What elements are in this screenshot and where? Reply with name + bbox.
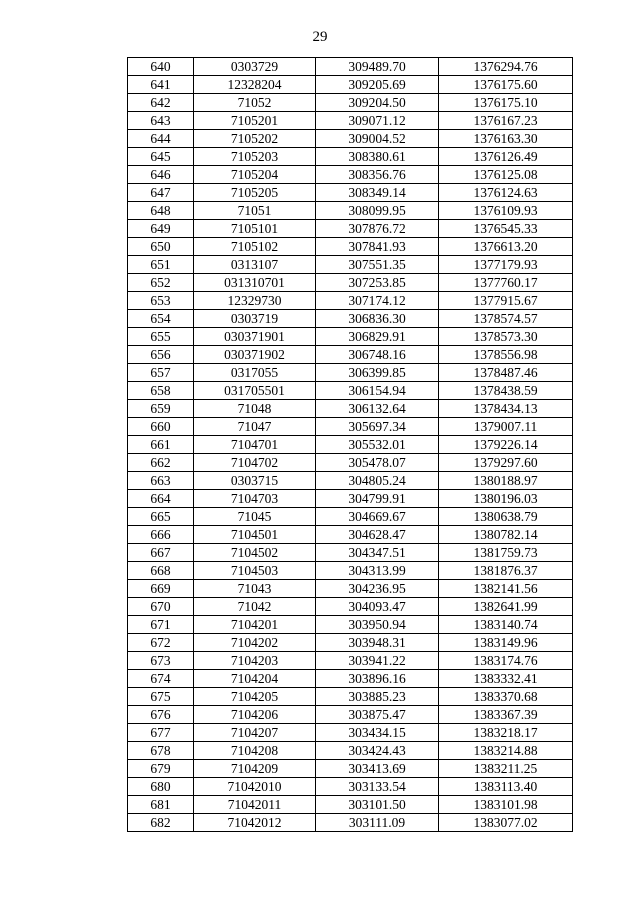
point-id-cell: 7104205	[194, 688, 316, 706]
point-id-cell: 7104203	[194, 652, 316, 670]
y-coordinate-cell: 1376613.20	[439, 238, 573, 256]
x-coordinate-cell: 306748.16	[316, 346, 439, 364]
table-row	[128, 274, 573, 292]
x-coordinate-cell: 303413.69	[316, 760, 439, 778]
point-id-cell: 0303719	[194, 310, 316, 328]
point-id-cell: 7104501	[194, 526, 316, 544]
table-row	[128, 544, 573, 562]
point-id-cell: 7104207	[194, 724, 316, 742]
point-id-cell: 71042	[194, 598, 316, 616]
y-coordinate-cell: 1376109.93	[439, 202, 573, 220]
row-index-cell: 669	[128, 580, 194, 598]
x-coordinate-cell: 304093.47	[316, 598, 439, 616]
table-row	[128, 166, 573, 184]
x-coordinate-cell: 307876.72	[316, 220, 439, 238]
table-row	[128, 382, 573, 400]
y-coordinate-cell: 1381876.37	[439, 562, 573, 580]
y-coordinate-cell: 1383367.39	[439, 706, 573, 724]
x-coordinate-cell: 306132.64	[316, 400, 439, 418]
row-index-cell: 657	[128, 364, 194, 382]
y-coordinate-cell: 1379226.14	[439, 436, 573, 454]
table-row	[128, 238, 573, 256]
row-index-cell: 682	[128, 814, 194, 832]
point-id-cell: 7105102	[194, 238, 316, 256]
table-row	[128, 688, 573, 706]
table-row	[128, 58, 573, 76]
x-coordinate-cell: 305478.07	[316, 454, 439, 472]
row-index-cell: 673	[128, 652, 194, 670]
point-id-cell: 7104503	[194, 562, 316, 580]
point-id-cell: 7105101	[194, 220, 316, 238]
point-id-cell: 7104702	[194, 454, 316, 472]
point-id-cell: 12329730	[194, 292, 316, 310]
row-index-cell: 681	[128, 796, 194, 814]
x-coordinate-cell: 303111.09	[316, 814, 439, 832]
y-coordinate-cell: 1383101.98	[439, 796, 573, 814]
point-id-cell: 71042011	[194, 796, 316, 814]
x-coordinate-cell: 305532.01	[316, 436, 439, 454]
point-id-cell: 71042012	[194, 814, 316, 832]
table-row	[128, 184, 573, 202]
table-row	[128, 94, 573, 112]
row-index-cell: 671	[128, 616, 194, 634]
table-row	[128, 616, 573, 634]
point-id-cell: 7104703	[194, 490, 316, 508]
y-coordinate-cell: 1377915.67	[439, 292, 573, 310]
row-index-cell: 647	[128, 184, 194, 202]
point-id-cell: 7105205	[194, 184, 316, 202]
x-coordinate-cell: 303424.43	[316, 742, 439, 760]
row-index-cell: 648	[128, 202, 194, 220]
table-row	[128, 256, 573, 274]
point-id-cell: 71052	[194, 94, 316, 112]
y-coordinate-cell: 1383214.88	[439, 742, 573, 760]
x-coordinate-cell: 303948.31	[316, 634, 439, 652]
y-coordinate-cell: 1376167.23	[439, 112, 573, 130]
y-coordinate-cell: 1381759.73	[439, 544, 573, 562]
table-row	[128, 706, 573, 724]
coordinates-table-body	[128, 58, 573, 832]
x-coordinate-cell: 306154.94	[316, 382, 439, 400]
row-index-cell: 668	[128, 562, 194, 580]
row-index-cell: 640	[128, 58, 194, 76]
point-id-cell: 0317055	[194, 364, 316, 382]
point-id-cell: 0313107	[194, 256, 316, 274]
row-index-cell: 644	[128, 130, 194, 148]
y-coordinate-cell: 1383211.25	[439, 760, 573, 778]
point-id-cell: 7104202	[194, 634, 316, 652]
table-row	[128, 562, 573, 580]
y-coordinate-cell: 1376545.33	[439, 220, 573, 238]
table-row	[128, 526, 573, 544]
y-coordinate-cell: 1380188.97	[439, 472, 573, 490]
row-index-cell: 645	[128, 148, 194, 166]
point-id-cell: 0303729	[194, 58, 316, 76]
point-id-cell: 71043	[194, 580, 316, 598]
x-coordinate-cell: 303941.22	[316, 652, 439, 670]
y-coordinate-cell: 1380638.79	[439, 508, 573, 526]
y-coordinate-cell: 1376175.10	[439, 94, 573, 112]
x-coordinate-cell: 307174.12	[316, 292, 439, 310]
point-id-cell: 030371901	[194, 328, 316, 346]
point-id-cell: 031310701	[194, 274, 316, 292]
row-index-cell: 677	[128, 724, 194, 742]
point-id-cell: 7105203	[194, 148, 316, 166]
table-row	[128, 760, 573, 778]
row-index-cell: 679	[128, 760, 194, 778]
row-index-cell: 664	[128, 490, 194, 508]
point-id-cell: 0303715	[194, 472, 316, 490]
x-coordinate-cell: 307841.93	[316, 238, 439, 256]
y-coordinate-cell: 1378574.57	[439, 310, 573, 328]
x-coordinate-cell: 303875.47	[316, 706, 439, 724]
x-coordinate-cell: 303885.23	[316, 688, 439, 706]
x-coordinate-cell: 303896.16	[316, 670, 439, 688]
row-index-cell: 641	[128, 76, 194, 94]
row-index-cell: 660	[128, 418, 194, 436]
point-id-cell: 7104502	[194, 544, 316, 562]
x-coordinate-cell: 309004.52	[316, 130, 439, 148]
table-row	[128, 634, 573, 652]
row-index-cell: 659	[128, 400, 194, 418]
x-coordinate-cell: 308349.14	[316, 184, 439, 202]
y-coordinate-cell: 1383077.02	[439, 814, 573, 832]
row-index-cell: 670	[128, 598, 194, 616]
point-id-cell: 7105202	[194, 130, 316, 148]
row-index-cell: 656	[128, 346, 194, 364]
y-coordinate-cell: 1379297.60	[439, 454, 573, 472]
row-index-cell: 662	[128, 454, 194, 472]
table-row	[128, 670, 573, 688]
row-index-cell: 674	[128, 670, 194, 688]
x-coordinate-cell: 306836.30	[316, 310, 439, 328]
point-id-cell: 7104204	[194, 670, 316, 688]
point-id-cell: 71045	[194, 508, 316, 526]
x-coordinate-cell: 306829.91	[316, 328, 439, 346]
point-id-cell: 7105204	[194, 166, 316, 184]
table-row	[128, 778, 573, 796]
table-row	[128, 814, 573, 832]
x-coordinate-cell: 304236.95	[316, 580, 439, 598]
x-coordinate-cell: 304628.47	[316, 526, 439, 544]
table-row	[128, 580, 573, 598]
row-index-cell: 649	[128, 220, 194, 238]
x-coordinate-cell: 304669.67	[316, 508, 439, 526]
x-coordinate-cell: 304347.51	[316, 544, 439, 562]
table-row	[128, 490, 573, 508]
point-id-cell: 7104701	[194, 436, 316, 454]
y-coordinate-cell: 1383218.17	[439, 724, 573, 742]
point-id-cell: 71051	[194, 202, 316, 220]
y-coordinate-cell: 1382641.99	[439, 598, 573, 616]
y-coordinate-cell: 1380196.03	[439, 490, 573, 508]
point-id-cell: 7104208	[194, 742, 316, 760]
row-index-cell: 646	[128, 166, 194, 184]
row-index-cell: 653	[128, 292, 194, 310]
coordinates-table	[127, 57, 573, 832]
x-coordinate-cell: 308356.76	[316, 166, 439, 184]
x-coordinate-cell: 305697.34	[316, 418, 439, 436]
row-index-cell: 643	[128, 112, 194, 130]
x-coordinate-cell: 303101.50	[316, 796, 439, 814]
x-coordinate-cell: 303133.54	[316, 778, 439, 796]
table-row	[128, 310, 573, 328]
row-index-cell: 658	[128, 382, 194, 400]
row-index-cell: 654	[128, 310, 194, 328]
row-index-cell: 661	[128, 436, 194, 454]
point-id-cell: 7104201	[194, 616, 316, 634]
row-index-cell: 665	[128, 508, 194, 526]
table-row	[128, 202, 573, 220]
y-coordinate-cell: 1376175.60	[439, 76, 573, 94]
y-coordinate-cell: 1377179.93	[439, 256, 573, 274]
row-index-cell: 678	[128, 742, 194, 760]
row-index-cell: 675	[128, 688, 194, 706]
table-row	[128, 436, 573, 454]
row-index-cell: 655	[128, 328, 194, 346]
point-id-cell: 71042010	[194, 778, 316, 796]
row-index-cell: 642	[128, 94, 194, 112]
point-id-cell: 030371902	[194, 346, 316, 364]
table-row	[128, 724, 573, 742]
table-row	[128, 148, 573, 166]
table-row	[128, 742, 573, 760]
table-row	[128, 454, 573, 472]
x-coordinate-cell: 309205.69	[316, 76, 439, 94]
table-row	[128, 472, 573, 490]
y-coordinate-cell: 1379007.11	[439, 418, 573, 436]
y-coordinate-cell: 1382141.56	[439, 580, 573, 598]
row-index-cell: 672	[128, 634, 194, 652]
row-index-cell: 652	[128, 274, 194, 292]
y-coordinate-cell: 1383140.74	[439, 616, 573, 634]
x-coordinate-cell: 309204.50	[316, 94, 439, 112]
x-coordinate-cell: 308099.95	[316, 202, 439, 220]
x-coordinate-cell: 303950.94	[316, 616, 439, 634]
table-row	[128, 130, 573, 148]
point-id-cell: 71047	[194, 418, 316, 436]
table-row	[128, 346, 573, 364]
point-id-cell: 7104209	[194, 760, 316, 778]
point-id-cell: 71048	[194, 400, 316, 418]
y-coordinate-cell: 1376124.63	[439, 184, 573, 202]
y-coordinate-cell: 1383174.76	[439, 652, 573, 670]
y-coordinate-cell: 1377760.17	[439, 274, 573, 292]
table-row	[128, 328, 573, 346]
table-row	[128, 418, 573, 436]
y-coordinate-cell: 1378487.46	[439, 364, 573, 382]
x-coordinate-cell: 304799.91	[316, 490, 439, 508]
x-coordinate-cell: 308380.61	[316, 148, 439, 166]
x-coordinate-cell: 307253.85	[316, 274, 439, 292]
row-index-cell: 663	[128, 472, 194, 490]
row-index-cell: 667	[128, 544, 194, 562]
x-coordinate-cell: 306399.85	[316, 364, 439, 382]
row-index-cell: 676	[128, 706, 194, 724]
table-row	[128, 112, 573, 130]
y-coordinate-cell: 1380782.14	[439, 526, 573, 544]
y-coordinate-cell: 1376163.30	[439, 130, 573, 148]
y-coordinate-cell: 1383370.68	[439, 688, 573, 706]
y-coordinate-cell: 1383332.41	[439, 670, 573, 688]
y-coordinate-cell: 1378434.13	[439, 400, 573, 418]
table-row	[128, 76, 573, 94]
y-coordinate-cell: 1378556.98	[439, 346, 573, 364]
x-coordinate-cell: 307551.35	[316, 256, 439, 274]
point-id-cell: 7104206	[194, 706, 316, 724]
y-coordinate-cell: 1383113.40	[439, 778, 573, 796]
x-coordinate-cell: 304313.99	[316, 562, 439, 580]
table-row	[128, 598, 573, 616]
row-index-cell: 666	[128, 526, 194, 544]
point-id-cell: 7105201	[194, 112, 316, 130]
row-index-cell: 680	[128, 778, 194, 796]
x-coordinate-cell: 309489.70	[316, 58, 439, 76]
x-coordinate-cell: 309071.12	[316, 112, 439, 130]
row-index-cell: 651	[128, 256, 194, 274]
x-coordinate-cell: 303434.15	[316, 724, 439, 742]
y-coordinate-cell: 1376294.76	[439, 58, 573, 76]
table-row	[128, 652, 573, 670]
table-row	[128, 292, 573, 310]
page-number: 29	[312, 29, 328, 45]
y-coordinate-cell: 1376125.08	[439, 166, 573, 184]
y-coordinate-cell: 1378438.59	[439, 382, 573, 400]
table-row	[128, 400, 573, 418]
y-coordinate-cell: 1376126.49	[439, 148, 573, 166]
table-row	[128, 796, 573, 814]
x-coordinate-cell: 304805.24	[316, 472, 439, 490]
point-id-cell: 031705501	[194, 382, 316, 400]
point-id-cell: 12328204	[194, 76, 316, 94]
row-index-cell: 650	[128, 238, 194, 256]
table-row	[128, 508, 573, 526]
y-coordinate-cell: 1378573.30	[439, 328, 573, 346]
table-row	[128, 220, 573, 238]
table-row	[128, 364, 573, 382]
y-coordinate-cell: 1383149.96	[439, 634, 573, 652]
